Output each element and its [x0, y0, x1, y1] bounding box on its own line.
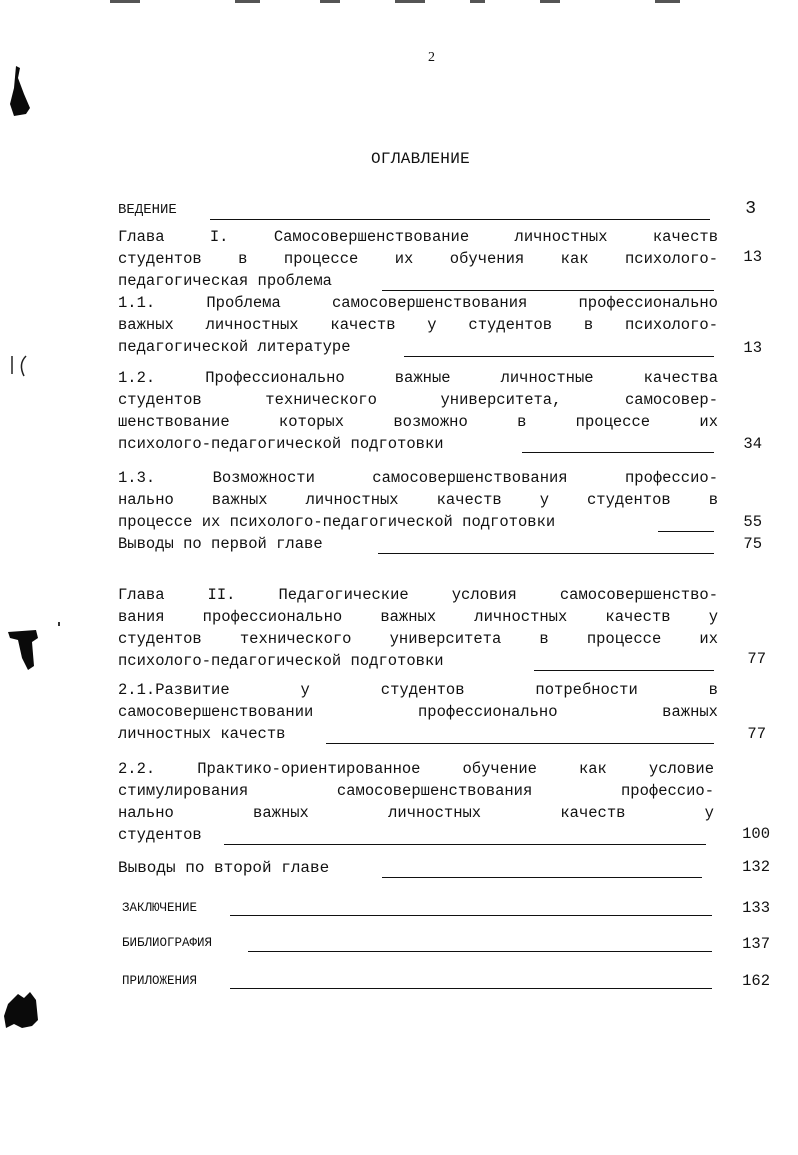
toc-page: 55: [743, 513, 762, 531]
toc-line: личностных качеств: [118, 725, 286, 743]
scan-edge-mark: [235, 0, 260, 3]
leader-line: [326, 743, 714, 744]
toc-line: студентов в процессе их обучения как психолого-: [118, 250, 718, 268]
scan-edge-mark: [320, 0, 340, 3]
toc-line: самосовершенствовании профессионально важных: [118, 703, 718, 721]
toc-label: БИБЛИОГРАФИЯ: [122, 936, 213, 950]
leader-line: [378, 553, 714, 554]
leader-line: [382, 877, 702, 878]
toc-page: 77: [747, 725, 766, 743]
toc-line: 1.2. Профессионально важные личностные качества: [118, 369, 718, 387]
toc-label: Выводы по второй главе: [118, 859, 330, 877]
leader-line: [534, 670, 714, 671]
leader-line: [230, 988, 712, 989]
toc-page: 137: [742, 935, 770, 953]
toc-label: ЗАКЛЮЧЕНИЕ: [122, 901, 198, 915]
toc-line: педагогической литературе: [118, 338, 351, 356]
toc-line: психолого-педагогической подготовки: [118, 652, 444, 670]
leader-line: [658, 531, 714, 532]
leader-line: [404, 356, 714, 357]
leader-line: [210, 219, 710, 220]
scan-blot: [2, 990, 40, 1030]
toc-line: 1.3. Возможности самосовершенствования профессио-: [118, 469, 718, 487]
scan-mark: [8, 352, 32, 380]
scan-edge-mark: [470, 0, 485, 3]
leader-line: [230, 915, 712, 916]
scan-edge-mark: [540, 0, 560, 3]
toc-line: стимулирования самосовершенствования профессио-: [118, 782, 714, 800]
leader-line: [522, 452, 714, 453]
toc-page: 77: [747, 650, 766, 668]
toc-line: психолого-педагогической подготовки: [118, 435, 444, 453]
scan-speck: [58, 622, 60, 626]
toc-line: нально важных личностных качеств у студентов в: [118, 491, 718, 509]
toc-line: важных личностных качеств у студентов в психолого-: [118, 316, 718, 334]
toc-label: ВЕДЕНИЕ: [118, 202, 177, 218]
leader-line: [224, 844, 706, 845]
page-title: ОГЛАВЛЕНИЕ: [371, 150, 471, 168]
toc-label: Выводы по первой главе: [118, 535, 323, 553]
toc-page: 3: [745, 199, 756, 219]
toc-page: 162: [742, 972, 770, 990]
toc-label: ПРИЛОЖЕНИЯ: [122, 974, 198, 988]
toc-page: 13: [743, 248, 762, 266]
toc-page: 34: [743, 435, 762, 453]
leader-line: [248, 951, 712, 952]
toc-page: 133: [742, 899, 770, 917]
toc-line: студентов: [118, 826, 202, 844]
toc-line: Глава I. Самосовершенствование личностных качеств: [118, 228, 718, 246]
toc-line: студентов технического университета в процессе их: [118, 630, 718, 648]
toc-line: 2.1.Развитие у студентов потребности в: [118, 681, 718, 699]
toc-line: нально важных личностных качеств у: [118, 804, 714, 822]
toc-page: 13: [743, 339, 762, 357]
scan-blot: [6, 628, 40, 672]
toc-line: процессе их психолого-педагогической подготовки: [118, 513, 556, 531]
toc-line: студентов технического университета, самосовер-: [118, 391, 718, 409]
toc-line: педагогическая проблема: [118, 272, 332, 290]
toc-line: шенствование которых возможно в процессе их: [118, 413, 718, 431]
scan-edge-mark: [110, 0, 140, 3]
toc-page: 132: [742, 858, 770, 876]
scan-edge-mark: [395, 0, 425, 3]
page-number: 2: [428, 50, 435, 65]
toc-page: 75: [743, 535, 762, 553]
scan-blot: [6, 64, 32, 120]
toc-line: 2.2. Практико-ориентированное обучение как условие: [118, 760, 714, 778]
toc-page: 100: [742, 825, 770, 843]
toc-line: 1.1. Проблема самосовершенствования профессионально: [118, 294, 718, 312]
leader-line: [382, 290, 714, 291]
toc-line: Глава II. Педагогические условия самосовершенство-: [118, 586, 718, 604]
scan-edge-mark: [655, 0, 680, 3]
toc-line: вания профессионально важных личностных качеств у: [118, 608, 718, 626]
